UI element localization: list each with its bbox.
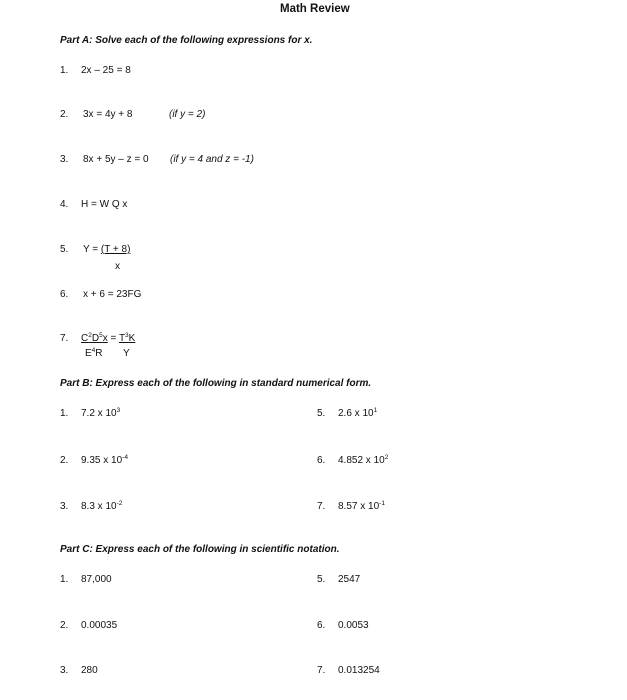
expression: 8x + 5y – z = 0 <box>83 154 149 165</box>
part-a-item-7 <box>60 333 135 344</box>
item-number: 2. <box>60 109 69 120</box>
item-number: 3. <box>60 665 69 676</box>
part-a-item-6 <box>60 289 141 300</box>
item-number: 1. <box>60 574 69 585</box>
part-c-item-6: 6. 0.0053 <box>317 620 369 631</box>
part-b-item-6: 6. 4.852 x $10^2$ <box>317 454 389 466</box>
item-number: 7. <box>317 501 326 512</box>
item-number: 6. <box>317 620 326 631</box>
part-b-item-1: 1. 7.2 x $10^3$ <box>60 407 121 419</box>
part-a-heading: Part A: Solve each of the following expressions for x. <box>60 35 313 46</box>
fraction-left-denominator: $E^4R$ <box>85 347 103 359</box>
fraction-right-numerator: $T^3K$ <box>118 332 136 344</box>
part-c-item-7: 7. 0.013254 <box>317 665 380 676</box>
part-a-item-5 <box>60 244 130 255</box>
part-c-item-2: 2. 0.00035 <box>60 620 118 631</box>
part-a-item-4 <box>60 199 127 210</box>
equals-sign: = <box>107 333 119 344</box>
fraction-numerator: (T + 8) <box>100 244 131 255</box>
part-c-item-5: 5. 2547 <box>317 574 361 585</box>
item-number: 5. <box>317 574 326 585</box>
part-a-item-3 <box>60 154 149 165</box>
page-title: Math Review <box>280 3 350 15</box>
item-number: 6. <box>317 455 326 466</box>
item-number: 6. <box>60 289 69 300</box>
part-c-item-1: 1. 87,000 <box>60 574 112 585</box>
item-number: 7. <box>317 665 326 676</box>
item-number: 3. <box>60 154 69 165</box>
part-b-item-7: 7. 8.57 x $10^{-1}$ <box>317 500 385 512</box>
item-number: 5. <box>60 244 69 255</box>
part-a-item-2-condition: (if y = 2) <box>169 109 206 120</box>
part-a-item-2 <box>60 109 132 120</box>
expression: 2x – 25 = 8 <box>81 65 131 76</box>
item-number: 5. <box>317 408 326 419</box>
part-c-item-3: 3. 280 <box>60 665 98 676</box>
item-number: 2. <box>60 620 69 631</box>
item-number: 7. <box>60 333 69 344</box>
fraction-left-numerator: $C^2D^5x$ <box>81 332 108 344</box>
part-a-item-1 <box>60 65 131 76</box>
expression: x + 6 = 23FG <box>83 289 142 300</box>
item-number: 2. <box>60 455 69 466</box>
item-number: 1. <box>60 65 69 76</box>
fraction-lhs: Y = <box>83 244 101 255</box>
expression: H = W Q x <box>81 199 128 210</box>
fraction-denominator: x <box>115 261 120 272</box>
item-number: 4. <box>60 199 69 210</box>
expression: 3x = 4y + 8 <box>83 109 133 120</box>
part-b-item-3: 3. 8.3 x $10^{-2}$ <box>60 500 123 512</box>
item-number: 1. <box>60 408 69 419</box>
part-a-item-3-condition: (if y = 4 and z = -1) <box>170 154 254 165</box>
item-number: 3. <box>60 501 69 512</box>
part-b-heading: Part B: Express each of the following in standard numerical form. <box>60 378 372 389</box>
part-b-item-5: 5. 2.6 x $10^1$ <box>317 407 378 419</box>
part-c-heading: Part C: Express each of the following in scientific notation. <box>60 544 340 555</box>
fraction-right-denominator: Y <box>123 348 130 359</box>
part-b-item-2: 2. 9.35 x $10^{-4}$ <box>60 454 128 466</box>
